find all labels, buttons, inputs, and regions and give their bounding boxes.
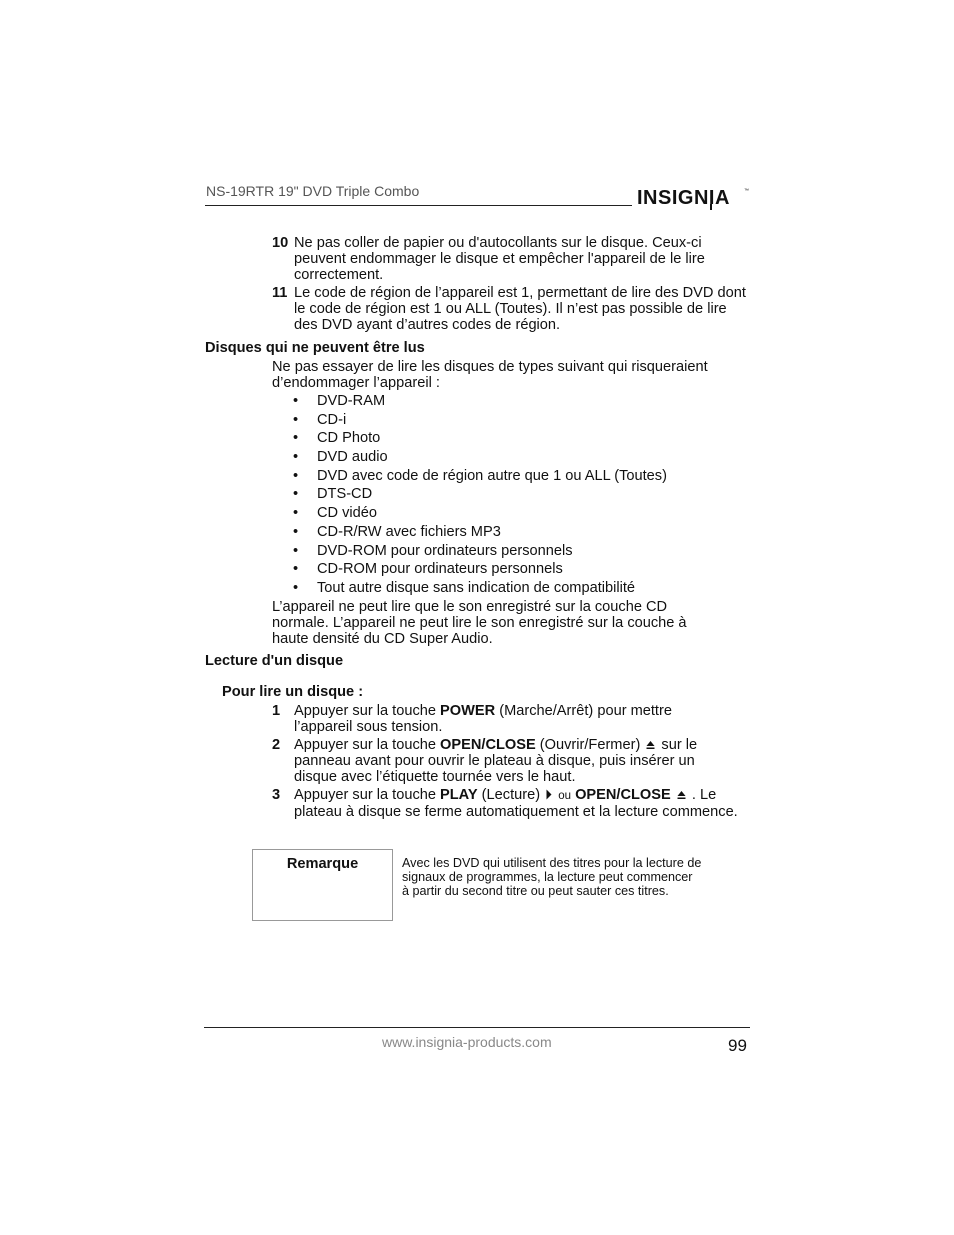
item-number: 11	[272, 285, 288, 301]
note-label: Remarque	[286, 856, 359, 872]
play-icon	[546, 789, 552, 800]
list-item: • DVD-ROM pour ordinateurs personnels	[293, 542, 573, 559]
list-item: • CD-ROM pour ordinateurs personnels	[293, 561, 563, 578]
step-number: 1	[272, 703, 281, 719]
item-number: 10	[272, 235, 289, 251]
section-heading: Disques qui ne peuvent être lus	[205, 340, 425, 356]
step-text: Appuyer sur la touche POWER (Marche/Arrêt) pour mettre l’appareil sous tension.	[294, 703, 672, 735]
eject-icon	[646, 740, 655, 750]
list-item: • DVD-RAM	[293, 393, 386, 409]
list-item: • CD-R/RW avec fichiers MP3	[293, 523, 501, 540]
footer-url: www.insignia-products.com	[382, 1034, 552, 1050]
section-outro: L’appareil ne peut lire que le son enregistré sur la couche CD normale. L’appareil ne peut lire le son enregistré sur la couche à haute densité du CD Super Audio.	[272, 599, 687, 647]
procedure-heading: Pour lire un disque :	[222, 684, 364, 700]
header-rule	[205, 205, 632, 206]
footer-rule	[204, 1027, 750, 1028]
note-box	[252, 849, 393, 921]
step-text: Appuyer sur la touche PLAY (Lecture) ou OPEN/CLOSE . Le plateau à disque se ferme automatiquement et la lecture commence.	[294, 787, 738, 820]
list-item: • DVD avec code de région autre que 1 ou ALL (Toutes)	[293, 467, 667, 484]
section-heading: Lecture d'un disque	[205, 653, 344, 669]
list-item: • DVD audio	[293, 449, 388, 466]
list-item: • CD Photo	[293, 430, 381, 447]
page-number: 99	[728, 1036, 747, 1055]
list-item: • DTS-CD	[293, 486, 373, 503]
insignia-logo	[636, 180, 751, 212]
svg-text:INSIGNIA: INSIGNIA	[637, 187, 730, 209]
list-item: • Tout autre disque sans indication de compatibilité	[293, 579, 636, 596]
list-item: • CD vidéo	[293, 505, 378, 522]
item-text: Le code de région de l’appareil est 1, permettant de lire des DVD dont le code de région est 1 ou ALL (Toutes). Il n’est pas possible de lire des DVD ayant d’autres codes de région.	[294, 285, 746, 333]
list-item: • CD-i	[293, 411, 347, 428]
step-number: 2	[272, 737, 281, 753]
item-text: Ne pas coller de papier ou d'autocollants sur le disque. Ceux-ci peuvent endommager le disque et empêcher l'appareil de le lire correctement.	[294, 235, 705, 283]
step-text: Appuyer sur la touche OPEN/CLOSE (Ouvrir/Fermer) sur le panneau avant pour ouvrir le plateau à disque, puis insérer un disque avec l’étiquette tournée vers le haut.	[294, 737, 698, 785]
incompatible-disc-list	[290, 392, 667, 598]
note-text: Avec les DVD qui utilisent des titres pour la lecture de signaux de programmes, la lecture peut commencer à partir du second titre ou peut sauter ces titres.	[402, 856, 702, 898]
eject-icon	[677, 790, 686, 800]
header-title: NS-19RTR 19" DVD Triple Combo	[206, 183, 420, 199]
svg-text:™: ™	[744, 188, 749, 194]
section-intro: Ne pas essayer de lire les disques de types suivant qui risqueraient d’endommager l’appareil :	[272, 359, 708, 391]
step-number: 3	[272, 787, 281, 803]
